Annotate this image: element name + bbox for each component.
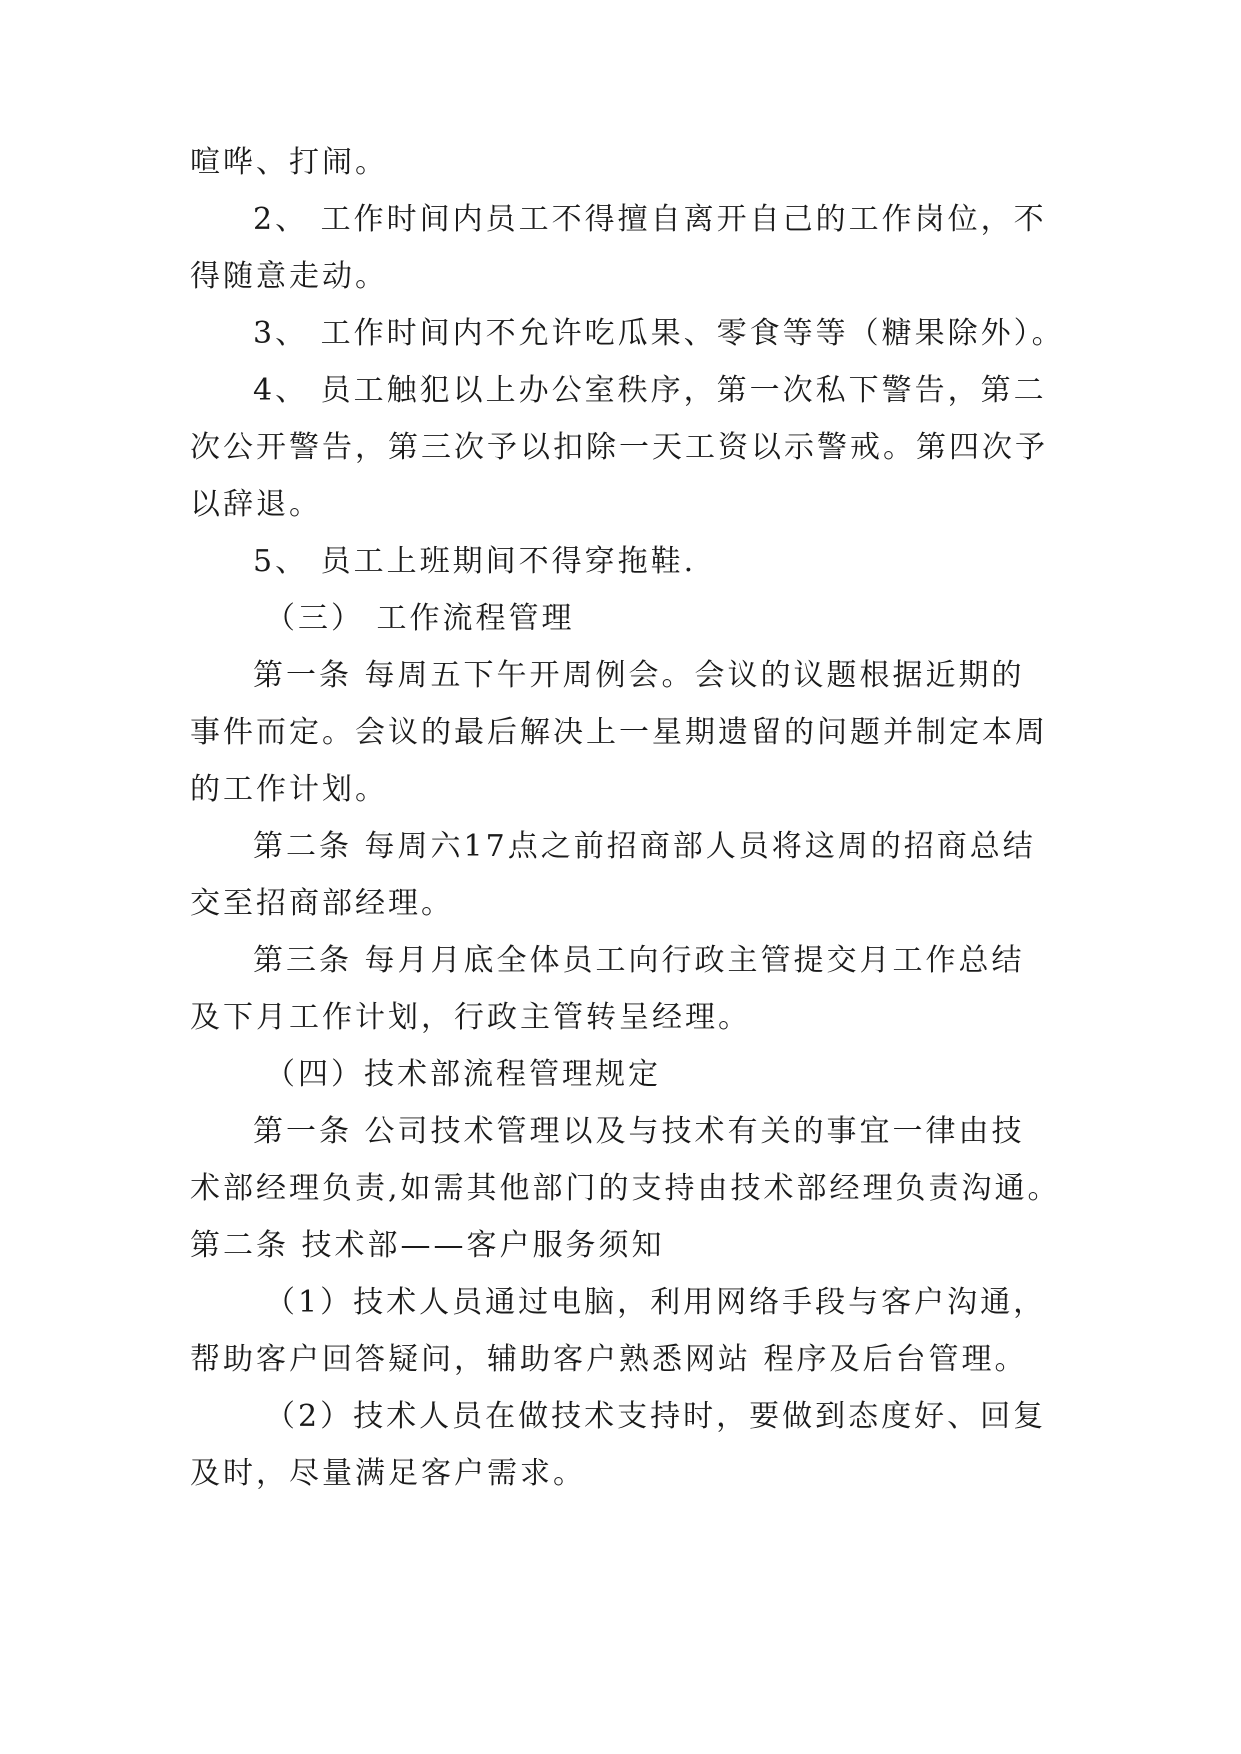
text-line: 交至招商部经理。 — [190, 886, 454, 921]
section-heading: （三） 工作流程管理 — [265, 601, 575, 636]
text-line: （1）技术人员通过电脑，利用网络手段与客户沟通， — [265, 1285, 1047, 1320]
text-line: 第二条 技术部——客户服务须知 — [190, 1228, 665, 1263]
text-line: （2）技术人员在做技术支持时，要做到态度好、回复 — [265, 1399, 1047, 1434]
text-line: 第一条 公司技术管理以及与技术有关的事宜一律由技 — [253, 1114, 1025, 1149]
text-line: 及时，尽量满足客户需求。 — [190, 1456, 586, 1491]
text-line: 喧哗、打闹。 — [190, 145, 388, 180]
text-line: 2、 工作时间内员工不得擅自离开自己的工作岗位，不 — [253, 202, 1047, 237]
text-line: 次公开警告，第三次予以扣除一天工资以示警戒。第四次予 — [190, 430, 1048, 465]
text-line: 得随意走动。 — [190, 259, 388, 294]
section-heading: （四）技术部流程管理规定 — [265, 1057, 661, 1092]
text-line: 第二条 每周六17点之前招商部人员将这周的招商总结 — [253, 829, 1036, 864]
text-line: 3、 工作时间内不允许吃瓜果、零食等等（糖果除外）。 — [253, 316, 1065, 351]
text-line: 4、 员工触犯以上办公室秩序，第一次私下警告，第二 — [253, 373, 1047, 408]
text-line: 的工作计划。 — [190, 772, 388, 807]
text-line: 5、 员工上班期间不得穿拖鞋. — [253, 544, 697, 579]
text-line: 术部经理负责,如需其他部门的支持由技术部经理负责沟通。 — [190, 1171, 1061, 1206]
text-line: 第一条 每周五下午开周例会。会议的议题根据近期的 — [253, 658, 1025, 693]
text-line: 第三条 每月月底全体员工向行政主管提交月工作总结 — [253, 943, 1025, 978]
text-line: 以辞退。 — [190, 487, 322, 522]
text-line: 帮助客户回答疑问，辅助客户熟悉网站 程序及后台管理。 — [190, 1342, 1028, 1377]
text-line: 事件而定。会议的最后解决上一星期遗留的问题并制定本周 — [190, 715, 1048, 750]
text-line: 及下月工作计划，行政主管转呈经理。 — [190, 1000, 751, 1035]
